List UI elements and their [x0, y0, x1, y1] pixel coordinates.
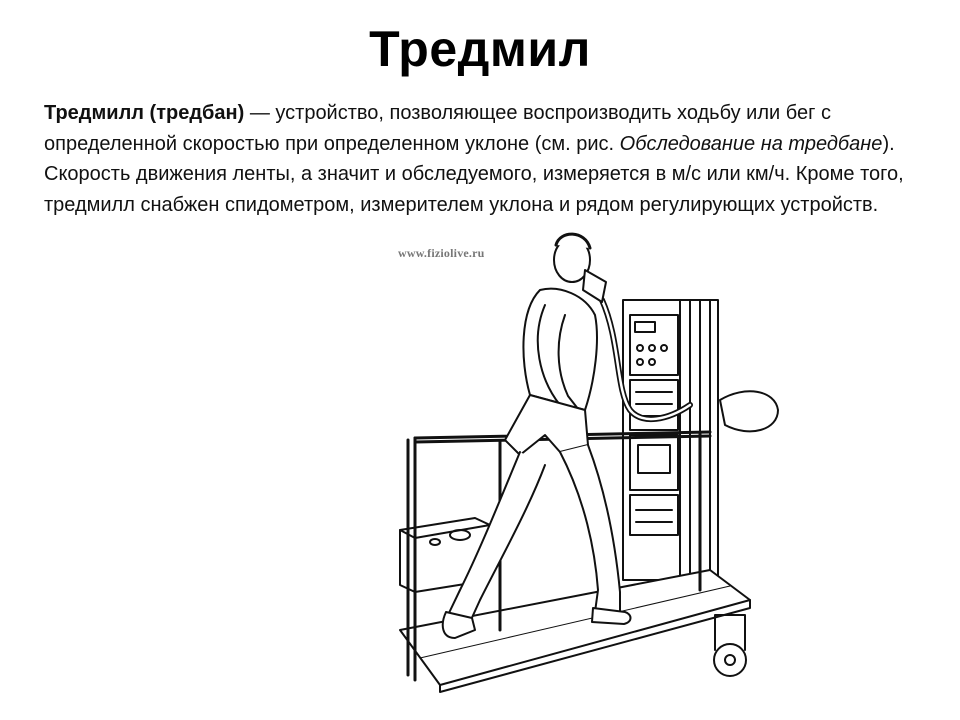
figure-reference: Обследование на тредбане	[619, 132, 883, 155]
paragraph-text-1: — устройство, позволяющее воспроизводить ходьбу или бег с определенной скоростью при определенном уклоне (см. рис.	[44, 102, 831, 155]
gas-bag	[720, 391, 778, 431]
slide-title: Тредмил	[369, 21, 591, 77]
figure-watermark: www.fiziolive.ru	[398, 246, 485, 260]
term-bold: Тредмилл (тредбан)	[44, 102, 245, 124]
description-paragraph	[44, 98, 924, 220]
equipment-rack	[623, 300, 718, 580]
paragraph-text-2: ). Скорость движения ленты, а значит и обследуемого, измеряется в м/с или км/ч. Кроме того, тредмилл снабжен спидометром, измерителем уклона и рядом регулирующих устройств.	[44, 132, 904, 216]
treadmill-illustration	[380, 220, 780, 695]
